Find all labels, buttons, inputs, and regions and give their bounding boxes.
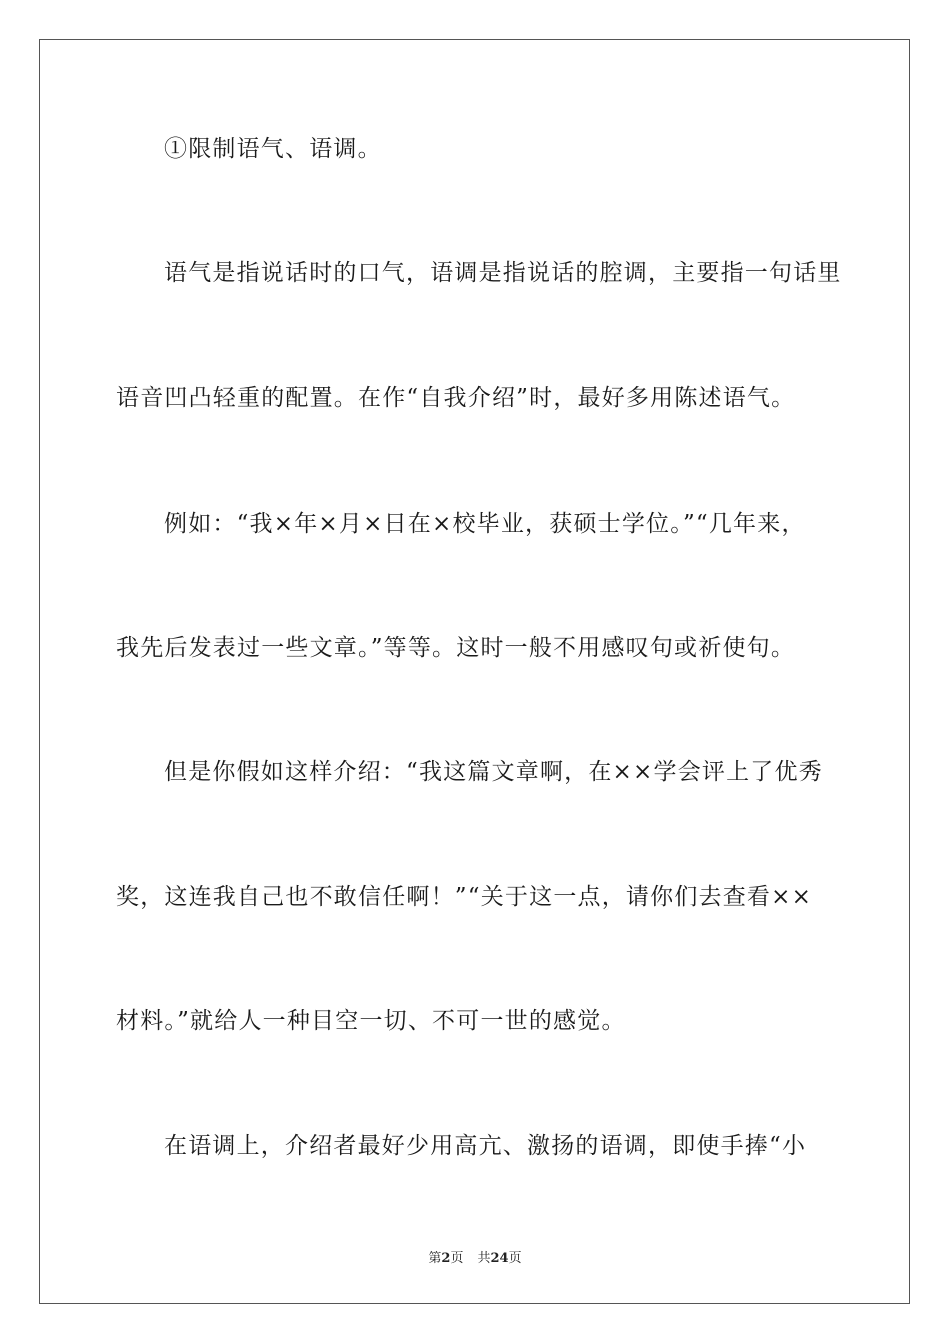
paragraph-line-3: 语音凹凸轻重的配置。在作“自我介绍”时，最好多用陈述语气。: [116, 385, 796, 411]
footer-page-number: 2: [441, 1251, 451, 1266]
paragraph-line-9: 在语调上，介绍者最好少用高亢、激扬的语调，即使手捧“小: [164, 1133, 807, 1159]
page-border: [39, 39, 910, 1304]
page-footer: [0, 1247, 950, 1266]
paragraph-line-8: 材料。”就给人一种目空一切、不可一世的感觉。: [116, 1008, 626, 1034]
paragraph-line-5: 我先后发表过一些文章。”等等。这时一般不用感叹句或祈使句。: [116, 635, 796, 661]
footer-total-suffix: 页: [508, 1251, 522, 1266]
paragraph-line-4: 例如：“我×年×月×日在×校毕业，获硕士学位。”“几年来，: [164, 511, 806, 537]
footer-total-pages: 24: [490, 1251, 509, 1266]
paragraph-line-1: ①限制语气、语调。: [164, 136, 382, 162]
footer-page-prefix: 第: [428, 1251, 442, 1266]
paragraph-line-6: 但是你假如这样介绍：“我这篇文章啊，在××学会评上了优秀: [164, 759, 823, 785]
paragraph-line-7: 奖，这连我自己也不敢信任啊！”“关于这一点，请你们去查看××: [116, 884, 813, 910]
paragraph-line-2: 语气是指说话时的口气，语调是指说话的腔调，主要指一句话里: [164, 260, 842, 286]
footer-total-prefix: 共: [477, 1251, 491, 1266]
footer-page-suffix: 页: [450, 1251, 464, 1266]
